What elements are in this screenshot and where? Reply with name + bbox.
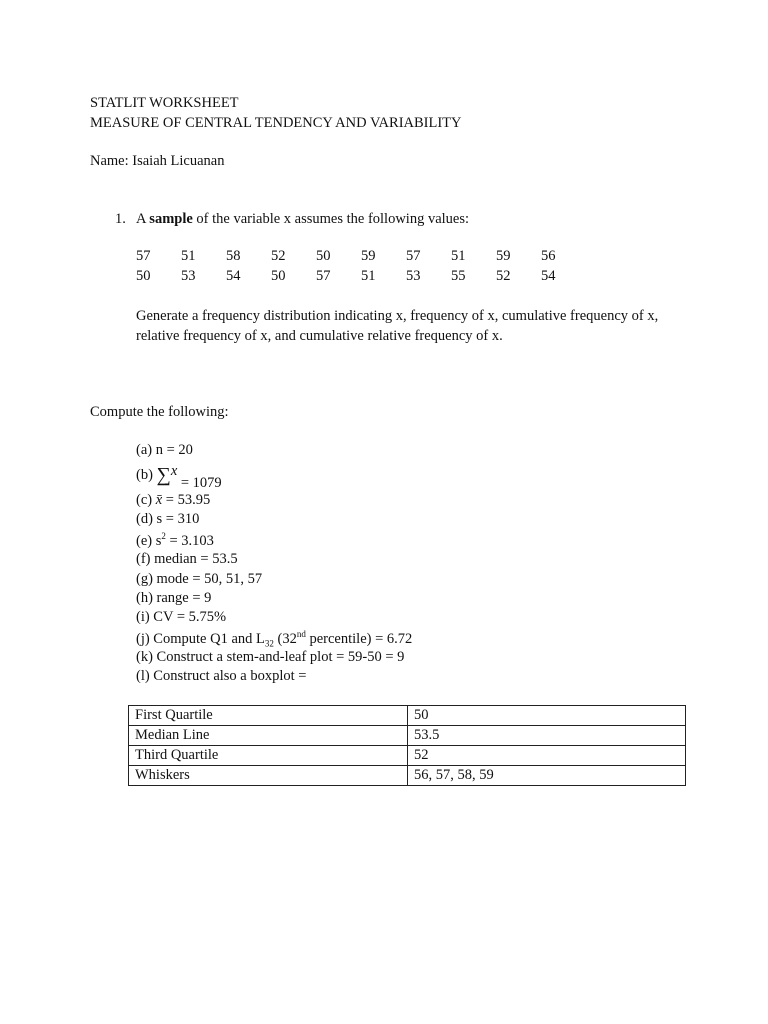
value-cell: 55 [451, 268, 466, 284]
item-k: (k) Construct a stem-and-leaf plot = 59-50 = 9 [136, 649, 405, 665]
table-row [129, 706, 686, 726]
table-cell-value: 56, 57, 58, 59 [408, 766, 686, 786]
table-cell-value: 50 [408, 706, 686, 726]
value-cell: 52 [271, 248, 286, 264]
value-cell: 50 [136, 268, 151, 284]
boxplot-table [128, 705, 686, 786]
question-instruction: Generate a frequency distribution indicating x, frequency of x, cumulative frequency of x, relative frequency of x, and cumulative relative frequency of x. [136, 308, 659, 344]
value-cell: 57 [136, 248, 151, 264]
item-h: (h) range = 9 [136, 590, 212, 606]
table-cell-value: 53.5 [408, 726, 686, 746]
item-c: (c) x̄ = 53.95 [136, 492, 211, 508]
value-cell: 52 [496, 268, 511, 284]
values-row-1 [136, 248, 586, 265]
item-g: (g) mode = 50, 51, 57 [136, 571, 263, 587]
item-b: (b) ∑x = 1079 [136, 463, 222, 491]
question-text: A sample of the variable x assumes the following values: [136, 211, 470, 227]
item-j: (j) Compute Q1 and $L_{32}$ (32nd percentile) = 6.72 [136, 629, 413, 649]
question-number: 1. [115, 211, 126, 227]
value-cell: 57 [406, 248, 421, 264]
value-cell: 53 [406, 268, 421, 284]
value-cell: 53 [181, 268, 196, 284]
value-cell: 56 [541, 248, 556, 264]
table-row [129, 766, 686, 786]
xbar-symbol: x̄ [155, 492, 163, 508]
values-row-2 [136, 268, 586, 285]
question-bold-word: sample [149, 211, 193, 227]
item-i: (i) CV = 5.75% [136, 609, 227, 625]
worksheet-subtitle: MEASURE OF CENTRAL TENDENCY AND VARIABILITY [90, 115, 462, 131]
student-name: Name: Isaiah Licuanan [90, 153, 225, 169]
value-cell: 50 [316, 248, 331, 264]
value-cell: 58 [226, 248, 241, 264]
table-row [129, 746, 686, 766]
value-cell: 54 [541, 268, 556, 284]
value-cell: 50 [271, 268, 286, 284]
item-l: (l) Construct also a boxplot = [136, 668, 307, 684]
item-d: (d) s = 310 [136, 511, 200, 527]
value-cell: 51 [181, 248, 196, 264]
compute-heading: Compute the following: [90, 404, 229, 420]
value-cell: 54 [226, 268, 241, 284]
table-row [129, 726, 686, 746]
item-a: (a) n = 20 [136, 442, 193, 458]
table-cell-label: Whiskers [129, 766, 408, 786]
value-cell: 51 [361, 268, 376, 284]
value-cell: 59 [496, 248, 511, 264]
value-cell: 59 [361, 248, 376, 264]
item-e: (e) $s^2 = 3.103$ [136, 531, 214, 549]
table-cell-label: First Quartile [129, 706, 408, 726]
sigma-symbol: ∑ [156, 464, 171, 486]
table-cell-label: Median Line [129, 726, 408, 746]
value-cell: 51 [451, 248, 466, 264]
worksheet-title: STATLIT WORKSHEET [90, 95, 239, 111]
table-cell-label: Third Quartile [129, 746, 408, 766]
table-cell-value: 52 [408, 746, 686, 766]
value-cell: 57 [316, 268, 331, 284]
item-f: (f) median = 53.5 [136, 551, 238, 567]
